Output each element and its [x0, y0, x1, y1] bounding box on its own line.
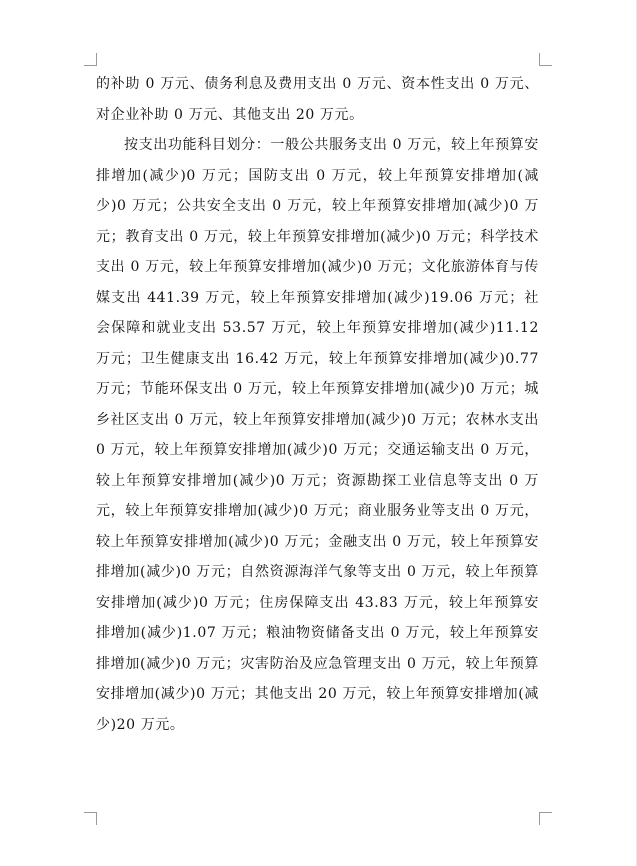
document-body — [96, 69, 539, 740]
margin-corner-mark-bottom-right — [539, 812, 552, 825]
margin-corner-mark-bottom-left — [84, 812, 97, 825]
paragraph-continuation: 的补助 0 万元、债务利息及费用支出 0 万元、资本性支出 0 万元、对企业补助 0 万元、其他支出 20 万元。 — [96, 76, 539, 123]
margin-corner-mark-top-right — [539, 53, 552, 66]
margin-corner-mark-top-left — [84, 53, 97, 66]
paragraph-functional-classification: 按支出功能科目划分：一般公共服务支出 0 万元，较上年预算安排增加(减少)0 万元；国防支出 0 万元，较上年预算安排增加(减少)0 万元；公共安全支出 0 万元，较上年预算安排增加(减少)0 万元；教育支出 0 万元，较上年预算安排增加(减少)0 万元；科学技术支出 0 万元，较上年预算安排增加(减少)0 万元；文化旅游体育与传媒支出 441.39 万元，较上年预算安排增加(减少)19.06 万元；社会保障和就业支出 53.57 万元，较上年预算安排增加(减少)11.12 万元；卫生健康支出 16.42 万元，较上年预算安排增加(减少)0.77 万元；节能环保支出 0 万元，较上年预算安排增加(减少)0 万元；城乡社区支出 0 万元，较上年预算安排增加(减少)0 万元；农林水支出 0 万元，较上年预算安排增加(减少)0 万元；交通运输支出 0 万元，较上年预算安排增加(减少)0 万元；资源勘探工业信息等支出 0 万元，较上年预算安排增加(减少)0 万元；商业服务业等支出 0 万元，较上年预算安排增加(减少)0 万元；金融支出 0 万元，较上年预算安排增加(减少)0 万元；自然资源海洋气象等支出 0 万元，较上年预算安排增加(减少)0 万元；住房保障支出 43.83 万元，较上年预算安排增加(减少)1.07 万元；粮油物资储备支出 0 万元，较上年预算安排增加(减少)0 万元；灾害防治及应急管理支出 0 万元，较上年预算安排增加(减少)0 万元；其他支出 20 万元，较上年预算安排增加(减少)20 万元。 — [96, 137, 539, 733]
